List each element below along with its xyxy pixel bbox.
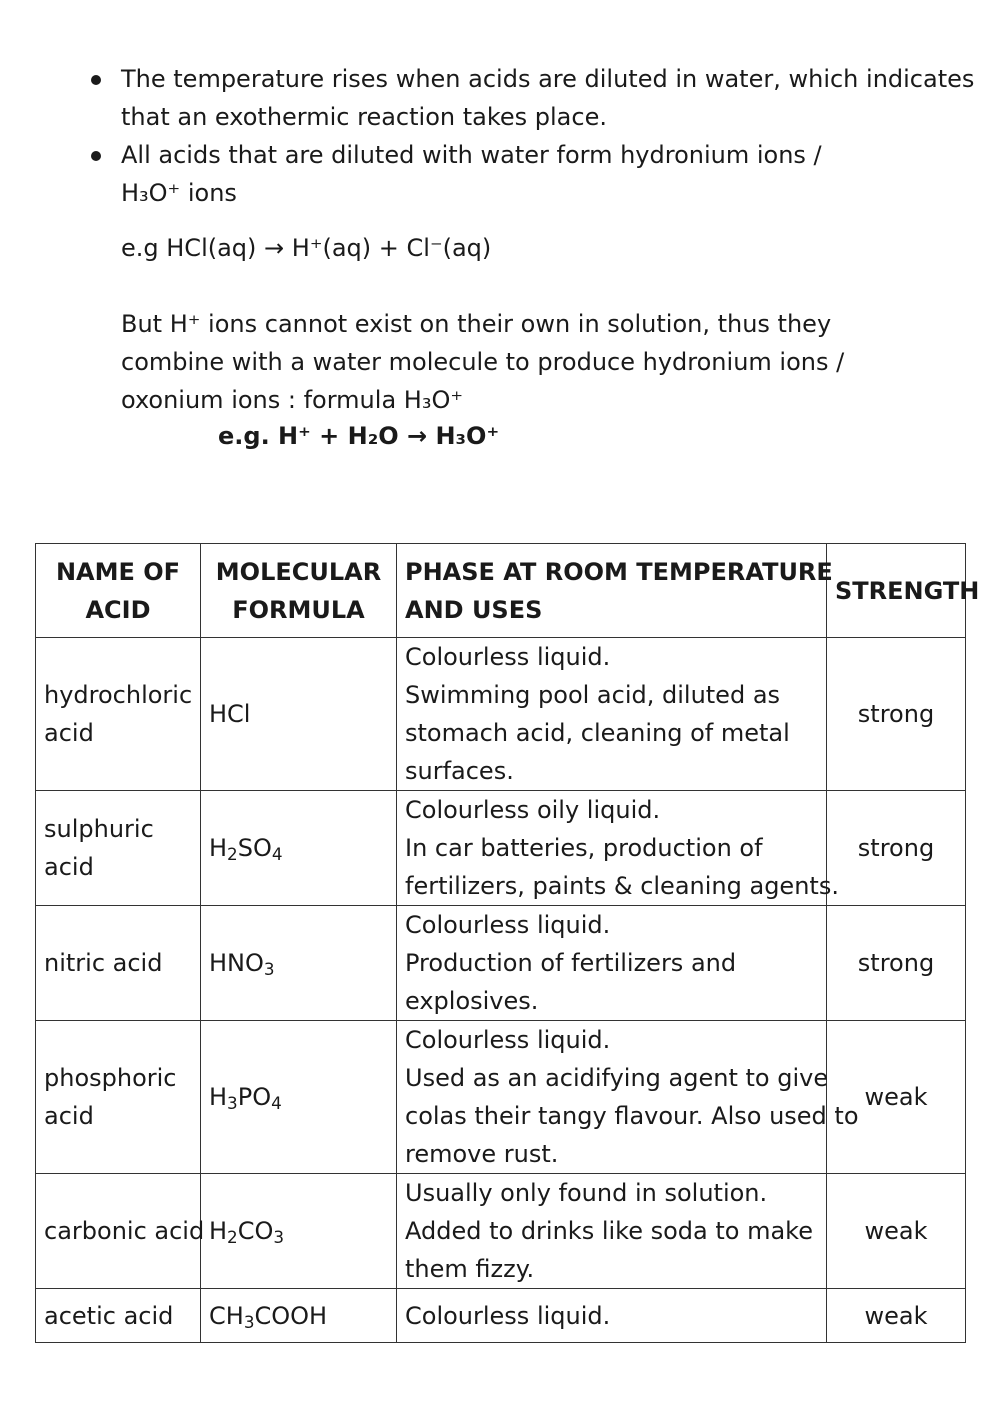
cell-strength [827, 1289, 966, 1343]
header-text: FORMULA [232, 595, 365, 624]
strength-text: strong [857, 700, 935, 728]
cell-acid-name [36, 791, 201, 906]
formula-subscript: 3 [273, 1227, 285, 1248]
example-hydronium-equation [218, 417, 818, 455]
name-text: acid [44, 719, 94, 747]
equation-text: e.g. H⁺ + H₂O → H₃O⁺ [218, 422, 500, 450]
formula-part: H [209, 1217, 228, 1245]
formula-subscript: 3 [243, 1311, 255, 1332]
strength-text: weak [864, 1301, 928, 1330]
cell-formula [201, 1174, 397, 1289]
bullet-text-line: that an exothermic reaction takes place. [121, 103, 607, 131]
bullet-exothermic [121, 60, 975, 136]
formula-subscript: 2 [227, 844, 238, 865]
cell-acid-name [36, 1289, 201, 1343]
formula-subscript: 3 [227, 1093, 238, 1114]
phase-text: Colourless liquid. [405, 643, 611, 671]
header-text: STRENGTH [835, 576, 980, 605]
formula-text: HCl [209, 700, 251, 728]
phase-text: stomach acid, cleaning of metal [405, 719, 790, 747]
formula-part: COOH [254, 1301, 328, 1330]
name-text: hydrochloric [44, 681, 193, 709]
phase-text: Colourless oily liquid. [405, 796, 661, 824]
example-hcl-equation [121, 229, 941, 267]
table-row-nitric [36, 906, 966, 1021]
bullet-text-line: The temperature rises when acids are diluted in water, which indicates [121, 65, 975, 93]
name-text: nitric acid [44, 949, 163, 977]
header-text: ACID [85, 595, 151, 624]
explanation-paragraph [121, 305, 941, 419]
formula-subscript: 4 [271, 1093, 282, 1114]
header-strength [827, 544, 980, 638]
cell-formula [201, 638, 397, 791]
cell-formula [201, 791, 397, 906]
cell-acid-name [36, 1021, 201, 1174]
equation-text: e.g HCl(aq) → H⁺(aq) + Cl⁻(aq) [121, 234, 492, 262]
phase-text: Colourless liquid. [405, 911, 611, 939]
name-text: sulphuric [44, 815, 154, 843]
header-text: AND USES [405, 595, 543, 624]
name-text: acid [44, 1102, 94, 1130]
cell-phase-uses [397, 791, 839, 906]
table-row-phosphoric [36, 1021, 966, 1174]
formula-part: H [209, 834, 228, 862]
cell-strength [827, 791, 966, 906]
formula-part: HNO [209, 949, 264, 977]
formula-part: CH [209, 1301, 244, 1330]
acids-table-grid [35, 543, 980, 1343]
cell-acid-name [36, 638, 201, 791]
name-text: phosphoric [44, 1064, 177, 1092]
header-text: MOLECULAR [215, 557, 382, 586]
cell-strength [827, 638, 966, 791]
phase-text: Usually only found in solution. [405, 1179, 768, 1207]
header-phase-uses [397, 544, 833, 638]
header-formula [201, 544, 397, 638]
table-row-sulphuric [36, 791, 966, 906]
cell-phase-uses [397, 1174, 827, 1289]
phase-text: remove rust. [405, 1140, 559, 1168]
strength-text: strong [857, 834, 935, 862]
phase-text: Colourless liquid. [405, 1026, 611, 1054]
strength-text: weak [864, 1083, 928, 1111]
phase-text: explosives. [405, 987, 539, 1015]
paragraph-line: oxonium ions : formula H₃O⁺ [121, 386, 463, 414]
name-text: acetic acid [44, 1301, 174, 1330]
cell-phase-uses [397, 1021, 859, 1174]
paragraph-line: But H⁺ ions cannot exist on their own in solution, thus they [121, 310, 832, 338]
cell-formula [201, 906, 397, 1021]
cell-formula [201, 1289, 397, 1343]
table-row-acetic [36, 1289, 966, 1343]
phase-text: In car batteries, production of [405, 834, 763, 862]
cell-strength [827, 906, 966, 1021]
cell-phase-uses [397, 1289, 827, 1343]
table-header-row [36, 544, 966, 638]
phase-text: fertilizers, paints & cleaning agents. [405, 872, 839, 900]
phase-text: Colourless liquid. [405, 1301, 611, 1330]
phase-text: colas their tangy flavour. Also used to [405, 1102, 859, 1130]
bullet-hydronium [121, 136, 941, 212]
phase-text: them fizzy. [405, 1255, 535, 1283]
phase-text: Used as an acidifying agent to give [405, 1064, 829, 1092]
formula-subscript: 4 [271, 844, 283, 865]
cell-phase-uses [397, 638, 827, 791]
header-text: PHASE AT ROOM TEMPERATURE [405, 557, 833, 586]
cell-strength [827, 1174, 966, 1289]
name-text: acid [44, 853, 94, 881]
bullet-text-line: H₃O⁺ ions [121, 179, 237, 207]
bullet-text-line: All acids that are diluted with water form hydronium ions / [121, 141, 822, 169]
table-row-carbonic [36, 1174, 966, 1289]
cell-acid-name [36, 906, 201, 1021]
strength-text: strong [857, 949, 935, 977]
strength-text: weak [864, 1217, 928, 1245]
paragraph-line: combine with a water molecule to produce hydronium ions / [121, 348, 845, 376]
name-text: carbonic acid [44, 1217, 205, 1245]
phase-text: Swimming pool acid, diluted as [405, 681, 781, 709]
formula-part: H [209, 1083, 228, 1111]
formula-subscript: 3 [263, 959, 275, 980]
phase-text: Production of fertilizers and [405, 949, 737, 977]
formula-part: SO [237, 834, 272, 862]
header-name [36, 544, 201, 638]
phase-text: surfaces. [405, 757, 514, 785]
formula-subscript: 2 [227, 1227, 238, 1248]
formula-part: PO [237, 1083, 272, 1111]
cell-formula [201, 1021, 397, 1174]
cell-acid-name [36, 1174, 205, 1289]
formula-part: CO [237, 1217, 274, 1245]
acids-table [35, 543, 980, 1343]
cell-strength [827, 1021, 966, 1174]
header-text: NAME OF [55, 557, 181, 586]
phase-text: Added to drinks like soda to make [405, 1217, 813, 1245]
table-row-hydrochloric [36, 638, 966, 791]
cell-phase-uses [397, 906, 827, 1021]
